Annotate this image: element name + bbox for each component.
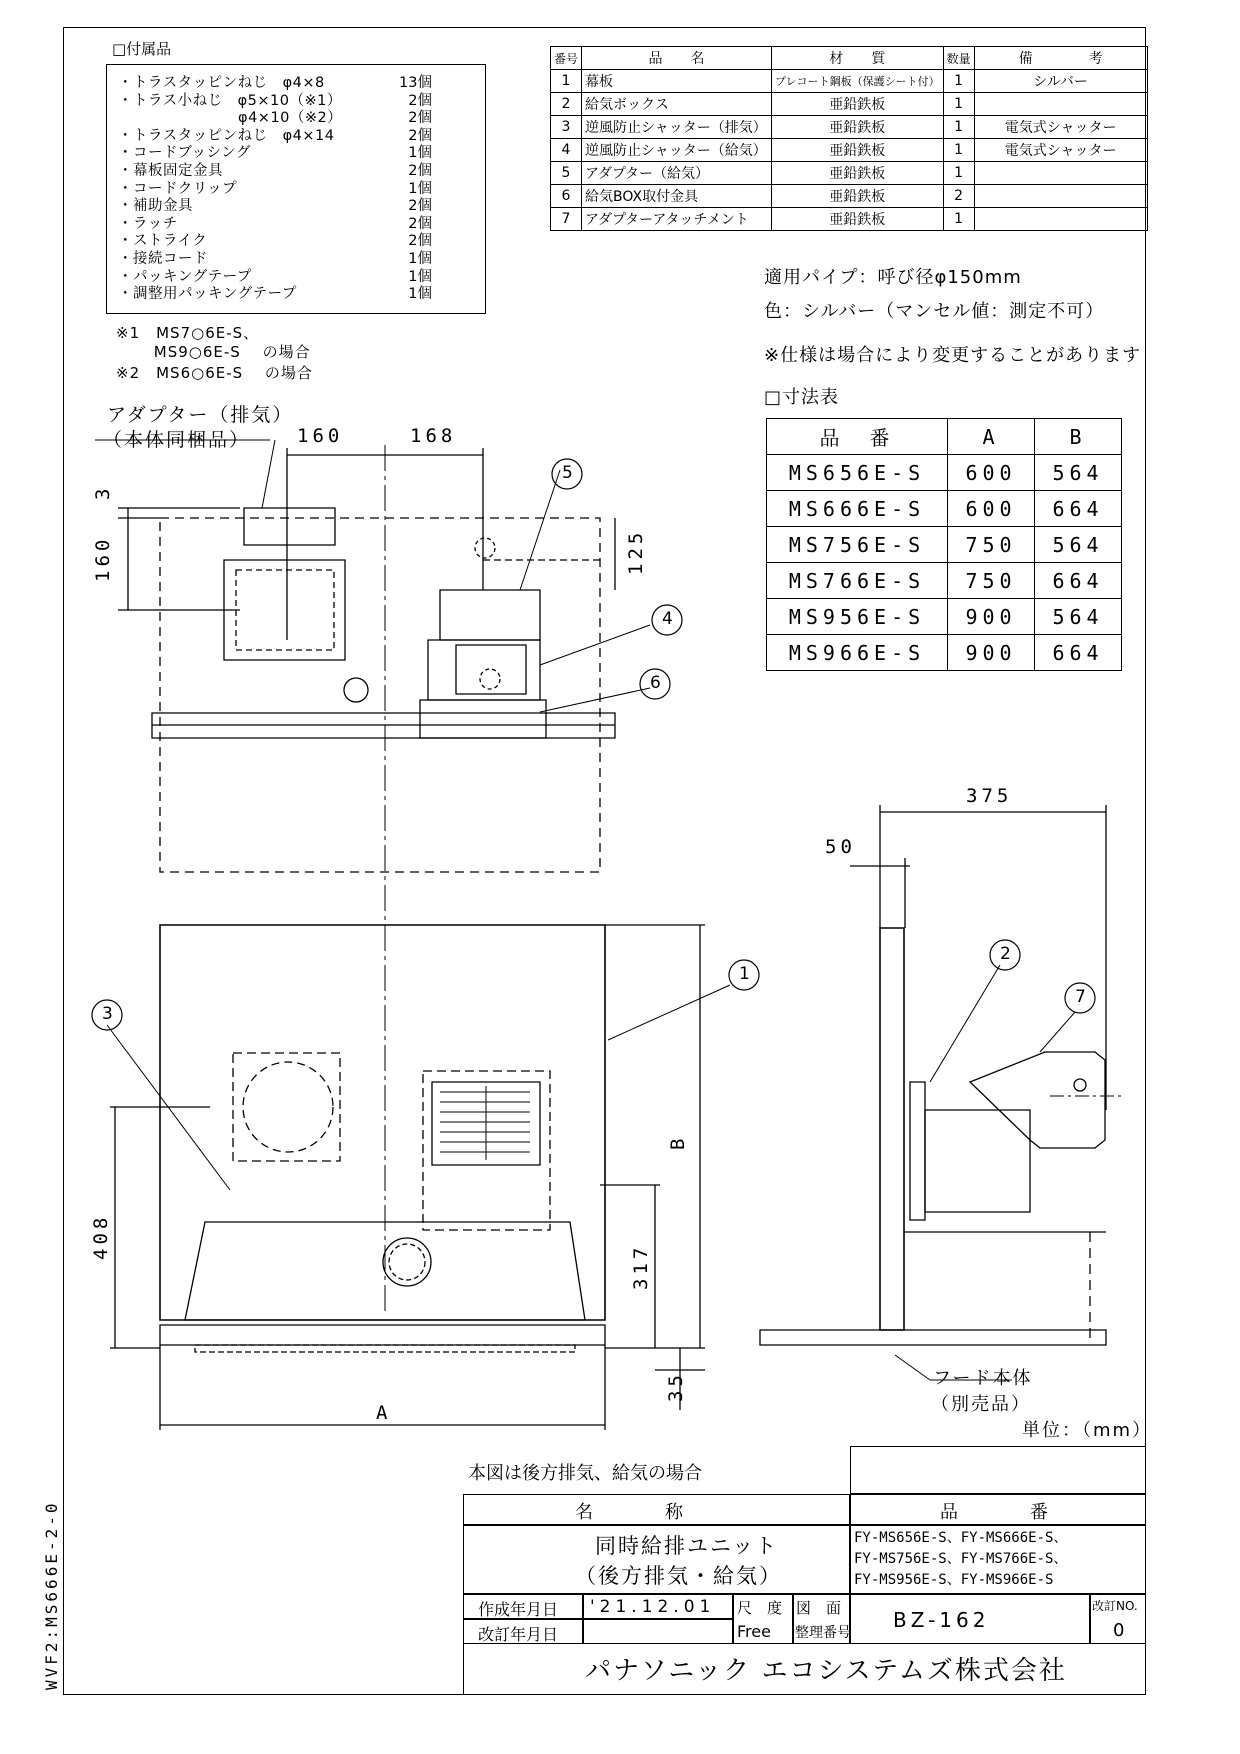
parts-cell: 亜鉛鉄板 [772,93,944,116]
side-view [760,805,1125,1345]
parts-cell: 4 [551,139,582,162]
parts-cell: 1 [943,93,974,116]
accessory-name: φ4×10（※2） [118,110,343,127]
accessory-qty: 2個 [408,127,432,144]
tb-created-value: '21.12.01 [590,1597,716,1617]
parts-cell: 1 [943,208,974,231]
callout-6: 6 [650,673,661,693]
dim-cell: 600 [948,491,1035,527]
parts-cell: 1 [943,70,974,93]
callout-2: 2 [1000,944,1011,964]
parts-cell: シルバー [974,70,1147,93]
parts-cell: 6 [551,185,582,208]
accessory-name: ・調整用パッキングテープ [118,286,297,303]
dim-cell: 564 [1035,455,1122,491]
callout-1: 1 [739,964,750,984]
parts-cell: 給気ボックス [582,93,772,116]
accessory-name: ・トラス小ねじ φ5×10（※1） [118,92,342,109]
dim-b: B [667,1134,689,1150]
dim-header-b: B [1035,419,1122,455]
spec-color: 色：シルバー（マンセル値：測定不可） [764,301,1105,322]
dim-a: A [376,1402,392,1424]
accessory-name: ・トラスタッピンねじ φ4×14 [118,127,335,144]
accessory-qty: 2個 [408,233,432,250]
dim-cell: 750 [948,563,1035,599]
parts-cell: 亜鉛鉄板 [772,185,944,208]
tb-number-header: 品 番 [940,1502,1048,1523]
note-1: ※1 MS7○6E-S、 [116,324,260,342]
accessory-name: ・接続コード [118,251,208,267]
front-view [110,925,705,1430]
dim-3: 3 [92,484,114,500]
dim-table-title: □寸法表 [764,387,840,408]
tb-created-label: 作成年月日 [478,1600,559,1619]
accessory-qty: 1個 [408,286,432,303]
dim-cell: MS666E-S [767,491,948,527]
title-block-top-right [850,1446,1146,1494]
accessory-name: ・補助金具 [118,198,193,215]
dim-317: 317 [630,1243,652,1290]
tb-name-line1: 同時給排ユニット [595,1534,779,1558]
note-1b: MS9○6E-S の場合 [116,343,311,361]
dim-cell: 900 [948,599,1035,635]
parts-cell: 1 [943,162,974,185]
accessory-qty: 1個 [408,180,432,197]
parts-cell: プレコート鋼板（保護シート付） [772,70,944,93]
tb-drawing-label: 図 面 [796,1599,842,1617]
accessory-name: ・コードブッシング [118,145,251,162]
dim-cell: 600 [948,455,1035,491]
callout-5: 5 [562,463,573,483]
accessory-qty: 2個 [408,110,432,127]
parts-cell: 亜鉛鉄板 [772,139,944,162]
accessory-qty: 2個 [408,215,432,232]
dim-cell: MS656E-S [767,455,948,491]
accessory-qty: 1個 [408,268,432,285]
parts-cell: 3 [551,116,582,139]
accessory-qty: 2個 [408,198,432,215]
accessories-title: □付属品 [112,40,172,58]
tb-drawing-number: BZ-162 [893,1608,990,1632]
tb-number-line1: FY-MS656E-S、FY-MS666E-S、 [854,1530,1068,1546]
dim-160-horizontal: 160 [297,425,344,447]
note-2: ※2 MS6○6E-S の場合 [116,364,313,382]
parts-cell: アダプター（給気） [582,162,772,185]
tb-revision-value: 0 [1113,1620,1125,1641]
dim-cell: MS956E-S [767,599,948,635]
dim-header-model: 品 番 [767,419,948,455]
accessory-name: ・コードクリップ [118,180,238,197]
tb-revised-label: 改訂年月日 [478,1625,559,1644]
accessory-name: ・ラッチ [118,215,178,232]
parts-cell: 1 [943,116,974,139]
dim-50: 50 [825,836,856,858]
parts-header-material: 材 質 [772,47,944,70]
dim-cell: MS966E-S [767,635,948,671]
dim-35: 35 [665,1371,687,1402]
parts-header-no: 番号 [551,47,582,70]
accessory-qty: 2個 [408,92,432,109]
dim-168: 168 [410,425,457,447]
dim-160-vertical: 160 [92,535,114,582]
parts-cell: 7 [551,208,582,231]
parts-header-name: 品 名 [582,47,772,70]
tb-company: パナソニック エコシステムズ株式会社 [585,1656,1067,1686]
tb-control-label: 整理番号 [795,1625,851,1641]
callout-circles [92,459,1095,1030]
parts-header-qty: 数量 [943,47,974,70]
dim-cell: 900 [948,635,1035,671]
case-note: 本図は後方排気、給気の場合 [468,1463,702,1484]
accessory-name: ・トラスタッピンねじ φ4×8 [118,75,325,91]
tb-name-line2: （後方排気・給気） [575,1564,782,1588]
callout-3: 3 [102,1004,113,1024]
dim-header-a: A [948,419,1035,455]
parts-cell: 逆風防止シャッター（給気） [582,139,772,162]
dim-cell: MS756E-S [767,527,948,563]
tb-name-header: 名 称 [575,1502,683,1523]
tb-revision-label: 改訂NO. [1092,1599,1138,1613]
spec-notice: ※仕様は場合により変更することがあります [764,345,1142,366]
accessory-name: ・幕板固定金具 [118,163,223,179]
accessory-name: ・ストライク [118,233,208,250]
parts-cell: 1 [943,139,974,162]
dim-cell: 664 [1035,635,1122,671]
dim-cell: 664 [1035,491,1122,527]
parts-cell: 2 [943,185,974,208]
parts-cell: 亜鉛鉄板 [772,208,944,231]
parts-cell: 電気式シャッター [974,139,1147,162]
top-view [118,445,615,1315]
parts-cell: 逆風防止シャッター（排気） [582,116,772,139]
accessory-qty: 13個 [399,75,432,91]
side-code: WVF2:MS666E-2-0 [42,1500,61,1690]
parts-cell: 幕板 [582,70,772,93]
parts-cell: 5 [551,162,582,185]
dim-cell: 750 [948,527,1035,563]
spec-pipe: 適用パイプ：呼び径φ150mm [764,267,1022,288]
parts-cell: 亜鉛鉄板 [772,116,944,139]
hood-label-2: （別売品） [931,1394,1031,1415]
parts-header-remarks: 備 考 [974,47,1147,70]
dim-125: 125 [625,528,647,575]
parts-cell: アダプターアタッチメント [582,208,772,231]
parts-cell: 亜鉛鉄板 [772,162,944,185]
adapter-label-2: （本体同梱品） [103,429,251,451]
accessory-qty: 1個 [408,145,432,162]
unit-label: 単位：（mm） [1022,1420,1153,1441]
dim-375: 375 [966,785,1013,807]
tb-revised-value-cell [583,1619,733,1644]
parts-cell: 2 [551,93,582,116]
parts-cell: 給気BOX取付金具 [582,185,772,208]
parts-cell: 電気式シャッター [974,116,1147,139]
accessory-qty: 1個 [408,251,432,267]
callout-7: 7 [1075,987,1086,1007]
accessory-name: ・パッキングテープ [118,268,252,285]
dim-cell: 564 [1035,527,1122,563]
tb-number-line3: FY-MS956E-S、FY-MS966E-S [854,1572,1054,1588]
tb-number-line2: FY-MS756E-S、FY-MS766E-S、 [854,1551,1068,1567]
hood-label-1: フード本体 [933,1368,1033,1389]
dim-cell: 564 [1035,599,1122,635]
leader-lines [95,440,1075,1380]
tb-scale-label: 尺 度 [737,1599,783,1617]
tb-scale-value: Free [737,1622,771,1641]
dim-cell: 664 [1035,563,1122,599]
dim-cell: MS766E-S [767,563,948,599]
parts-cell: 1 [551,70,582,93]
dim-408: 408 [90,1213,112,1260]
adapter-label-1: アダプター（排気） [107,404,294,426]
accessory-qty: 2個 [408,163,432,179]
callout-4: 4 [662,609,673,629]
